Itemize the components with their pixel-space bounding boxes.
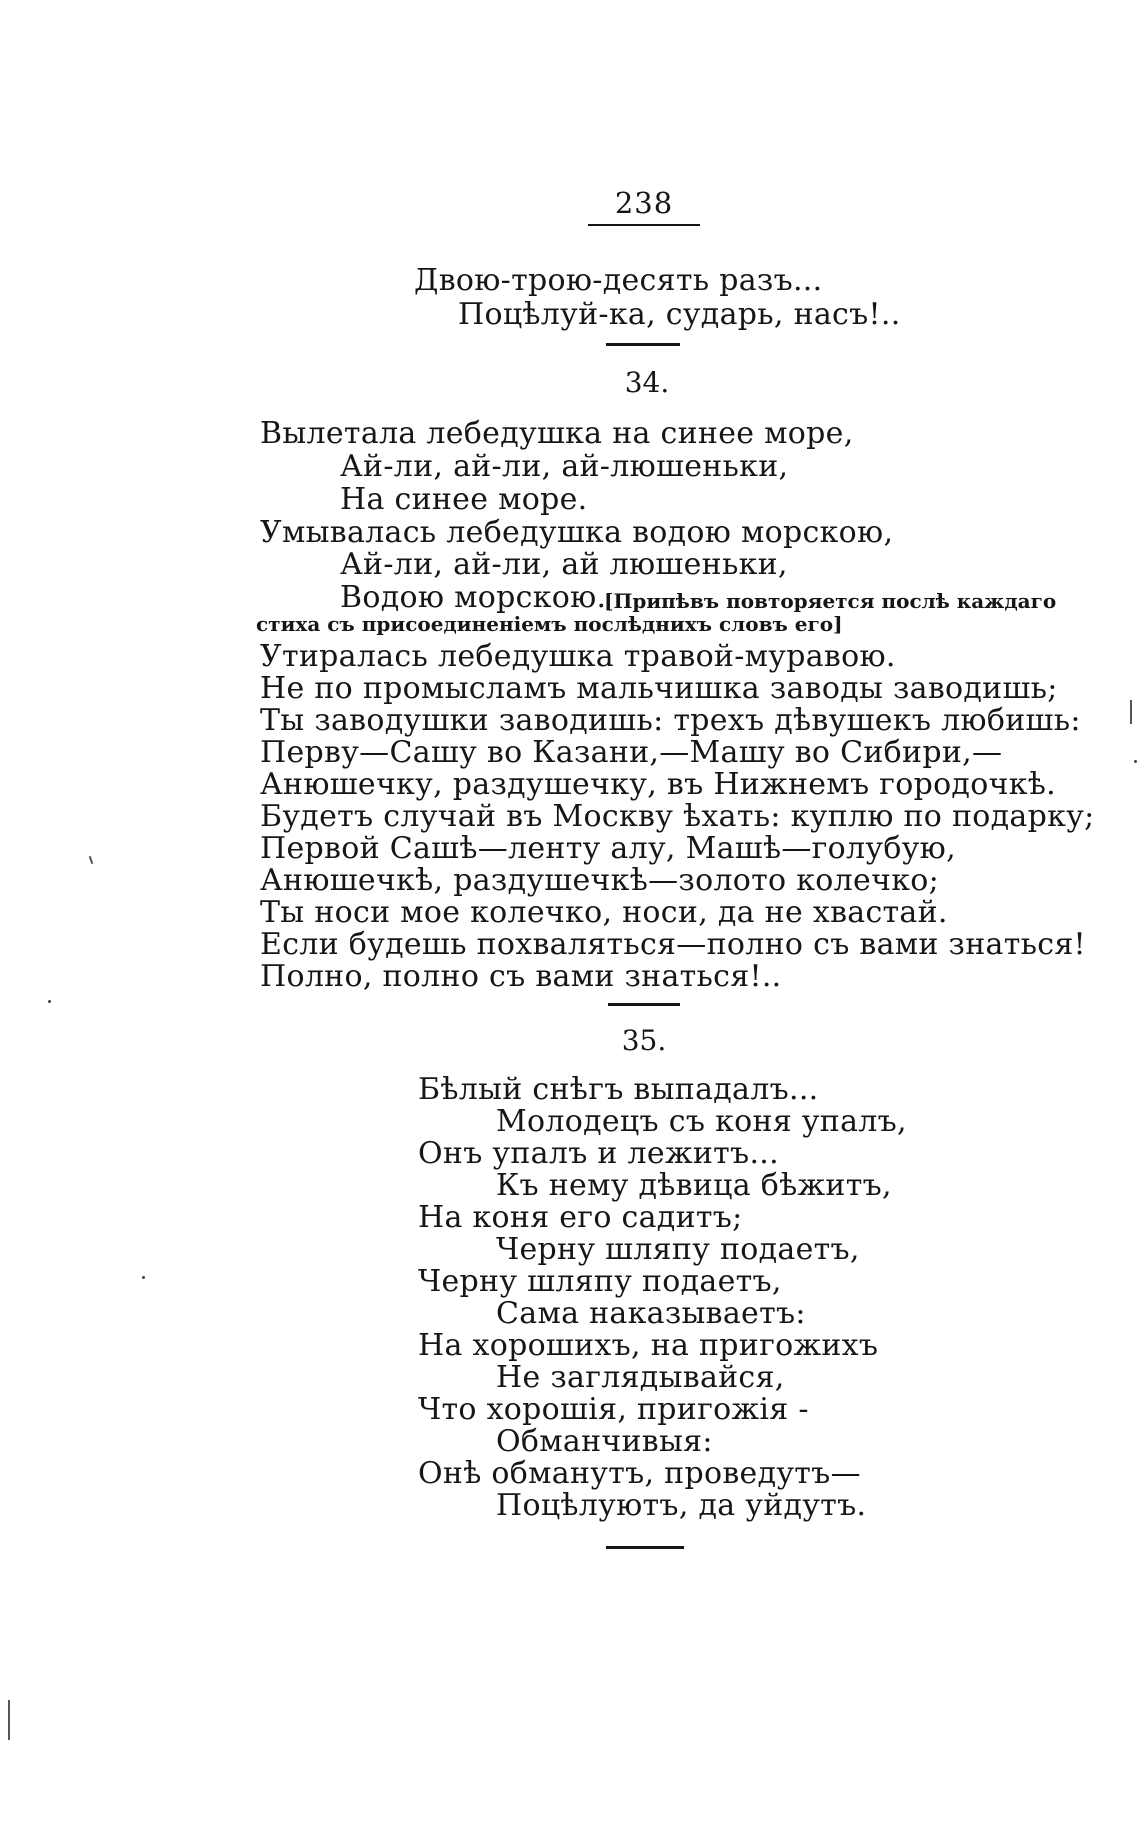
editorial-note: [Припѣвъ повторяется послѣ каждаго <box>604 589 1057 613</box>
verse-line: Умывалась лебедушка водою морскою, <box>260 515 894 550</box>
verse-line: Сама наказываетъ: <box>496 1296 806 1331</box>
verse-line: Поцѣлуютъ, да уйдутъ. <box>496 1488 867 1523</box>
refrain-line: Водою морскою. <box>340 580 607 615</box>
verse-line: Утиралась лебедушка травой-муравою. <box>260 639 896 674</box>
scan-speck <box>1134 760 1137 763</box>
end-divider <box>606 1546 684 1549</box>
poem-number-34: 34. <box>624 366 670 399</box>
scan-mark <box>89 856 94 864</box>
verse-line: Ты заводушки заводишь: трехъ дѣвушекъ любишь: <box>260 703 1081 738</box>
verse-line: Поцѣлуй-ка, сударь, насъ!.. <box>458 297 901 332</box>
verse-line: На хорошихъ, на пригожихъ <box>418 1328 879 1363</box>
verse-line: Не по промысламъ мальчишка заводы заводишь; <box>260 671 1058 706</box>
editorial-note: стиха съ присоединеніемъ послѣднихъ словъ его] <box>256 612 843 636</box>
verse-line: Не заглядывайся, <box>496 1360 785 1395</box>
poem-number-35: 35. <box>621 1024 667 1057</box>
verse-line: Будетъ случай въ Москву ѣхать: куплю по подарку; <box>260 799 1095 834</box>
verse-line: Перву—Сашу во Казани,—Машу во Сибири,— <box>260 735 1003 770</box>
verse-line: Черну шляпу подаетъ, <box>496 1232 860 1267</box>
verse-line: Обманчивыя: <box>496 1424 713 1459</box>
scan-speck <box>48 1000 51 1003</box>
verse-line: Если будешь похваляться—полно съ вами знаться! <box>260 927 1086 962</box>
verse-line: Вылетала лебедушка на синее море, <box>260 416 854 451</box>
scan-mark <box>1130 700 1132 724</box>
verse-line: Анюшечкѣ, раздушечкѣ—золото колечко; <box>260 863 940 898</box>
refrain-line: На синее море. <box>340 482 588 517</box>
section-divider <box>608 1003 680 1006</box>
verse-line: Бѣлый снѣгъ выпадалъ... <box>418 1072 819 1107</box>
verse-line: Анюшечку, раздушечку, въ Нижнемъ городочкѣ. <box>260 767 1056 802</box>
verse-line: Что хорошія, пригожія - <box>418 1392 809 1427</box>
verse-line: Первой Сашѣ—ленту алу, Машѣ—голубую, <box>260 831 956 866</box>
verse-line: Ты носи мое колечко, носи, да не хвастай. <box>260 895 948 930</box>
verse-line: Черну шляпу подаетъ, <box>418 1264 782 1299</box>
verse-line: Онъ упалъ и лежитъ... <box>418 1136 779 1171</box>
page-number: 238 <box>588 186 700 226</box>
refrain-line: Ай-ли, ай-ли, ай-люшеньки, <box>340 449 789 484</box>
refrain-line: Ай-ли, ай-ли, ай люшеньки, <box>340 547 788 582</box>
verse-line: Онѣ обманутъ, проведутъ— <box>418 1456 861 1491</box>
verse-line: На коня его садитъ; <box>418 1200 743 1235</box>
verse-line: Къ нему дѣвица бѣжитъ, <box>496 1168 892 1203</box>
scan-speck <box>142 1276 145 1279</box>
scan-mark <box>8 1700 10 1740</box>
verse-line: Молодецъ съ коня упалъ, <box>496 1104 907 1139</box>
verse-line: Полно, полно съ вами знаться!.. <box>260 959 782 994</box>
section-divider <box>606 343 680 346</box>
verse-line: Двою-трою-десять разъ... <box>414 263 823 298</box>
